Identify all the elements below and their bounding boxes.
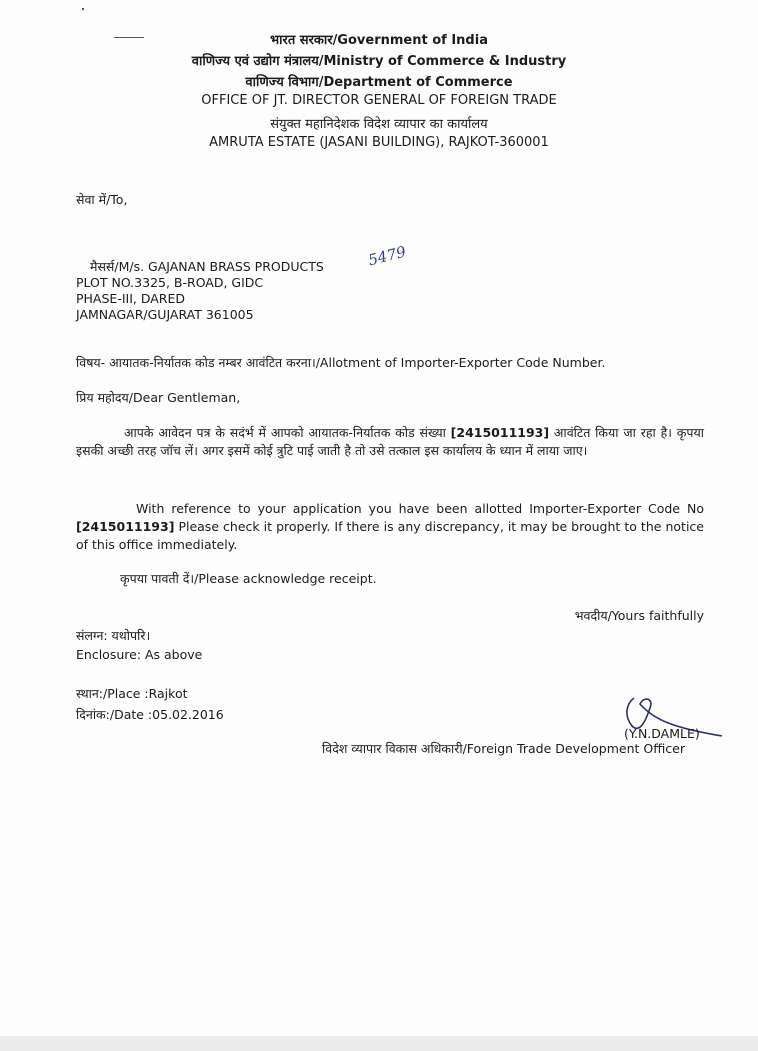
scan-dot bbox=[82, 8, 84, 10]
addressee-line2: PLOT NO.3325, B-ROAD, GIDC bbox=[76, 275, 264, 290]
header-department: वाणिज्य विभाग/Department of Commerce bbox=[245, 75, 513, 90]
place-line: स्थान:/Place :Rajkot bbox=[76, 686, 188, 701]
english-para-code: [2415011193] bbox=[76, 519, 175, 534]
salutation: प्रिय महोदय/Dear Gentleman, bbox=[76, 390, 241, 405]
hindi-para-text-before: आपके आवेदन पत्र के सदंर्भ में आपको आयातक-निर्यातक कोड संख्या bbox=[124, 425, 451, 440]
hindi-para-code: [2415011193] bbox=[450, 425, 550, 440]
enclosure-hindi: संलग्न: यथोपरि। bbox=[76, 628, 151, 643]
header-address: AMRUTA ESTATE (JASANI BUILDING), RAJKOT-360001 bbox=[209, 135, 549, 150]
handwritten-note: 5479 bbox=[366, 242, 408, 270]
header-government: भारत सरकार/Government of India bbox=[270, 33, 488, 48]
closing-line: भवदीय/Yours faithfully bbox=[574, 608, 704, 623]
date-line: दिनांक:/Date :05.02.2016 bbox=[76, 707, 224, 722]
header-ministry: वाणिज्य एवं उद्योग मंत्रालय/Ministry of Commerce & Industry bbox=[191, 54, 567, 69]
english-para-text-after: Please check it properly. If there is any discrepancy, it may be brought to the notice of this office immediately. bbox=[76, 519, 704, 552]
signatory-title: विदेश व्यापार विकास अधिकारी/Foreign Trade Development Officer bbox=[322, 741, 686, 756]
scan-mark bbox=[114, 37, 144, 38]
signatory-name: (Y.N.DAMLE) bbox=[624, 726, 700, 741]
acknowledge-line: कृपया पावती दें।/Please acknowledge receipt. bbox=[120, 571, 377, 586]
english-para-text-before: With reference to your application you have been allotted Importer-Exporter Code No bbox=[136, 501, 704, 516]
addressee-name: मैसर्स/M/s. GAJANAN BRASS PRODUCTS bbox=[90, 259, 324, 274]
header-office: OFFICE OF JT. DIRECTOR GENERAL OF FOREIGN TRADE bbox=[201, 93, 557, 108]
scan-bottom-edge bbox=[0, 1036, 758, 1051]
hindi-paragraph bbox=[76, 424, 704, 460]
header-office-hindi: संयुक्त महानिदेशक विदेश व्यापार का कार्यालय bbox=[270, 117, 488, 132]
subject-line: विषय- आयातक-निर्यातक कोड नम्बर आवंटित करना।/Allotment of Importer-Exporter Code Number. bbox=[76, 355, 606, 370]
addressee-line4: JAMNAGAR/GUJARAT 361005 bbox=[76, 307, 254, 322]
hindi-para-text-after: आवंटित किया जा रहा है। कृपया इसकी अच्छी तरह जॉच लें। अगर इसमें कोई त्रुटि पाई जाती है तो उसे तत्काल इस कार्यालय के ध्यान में लाया जाए। bbox=[76, 425, 704, 458]
addressee-line3: PHASE-III, DARED bbox=[76, 291, 186, 306]
english-paragraph bbox=[76, 500, 704, 554]
to-label: सेवा में/To, bbox=[76, 192, 128, 207]
enclosure-english: Enclosure: As above bbox=[76, 647, 203, 662]
